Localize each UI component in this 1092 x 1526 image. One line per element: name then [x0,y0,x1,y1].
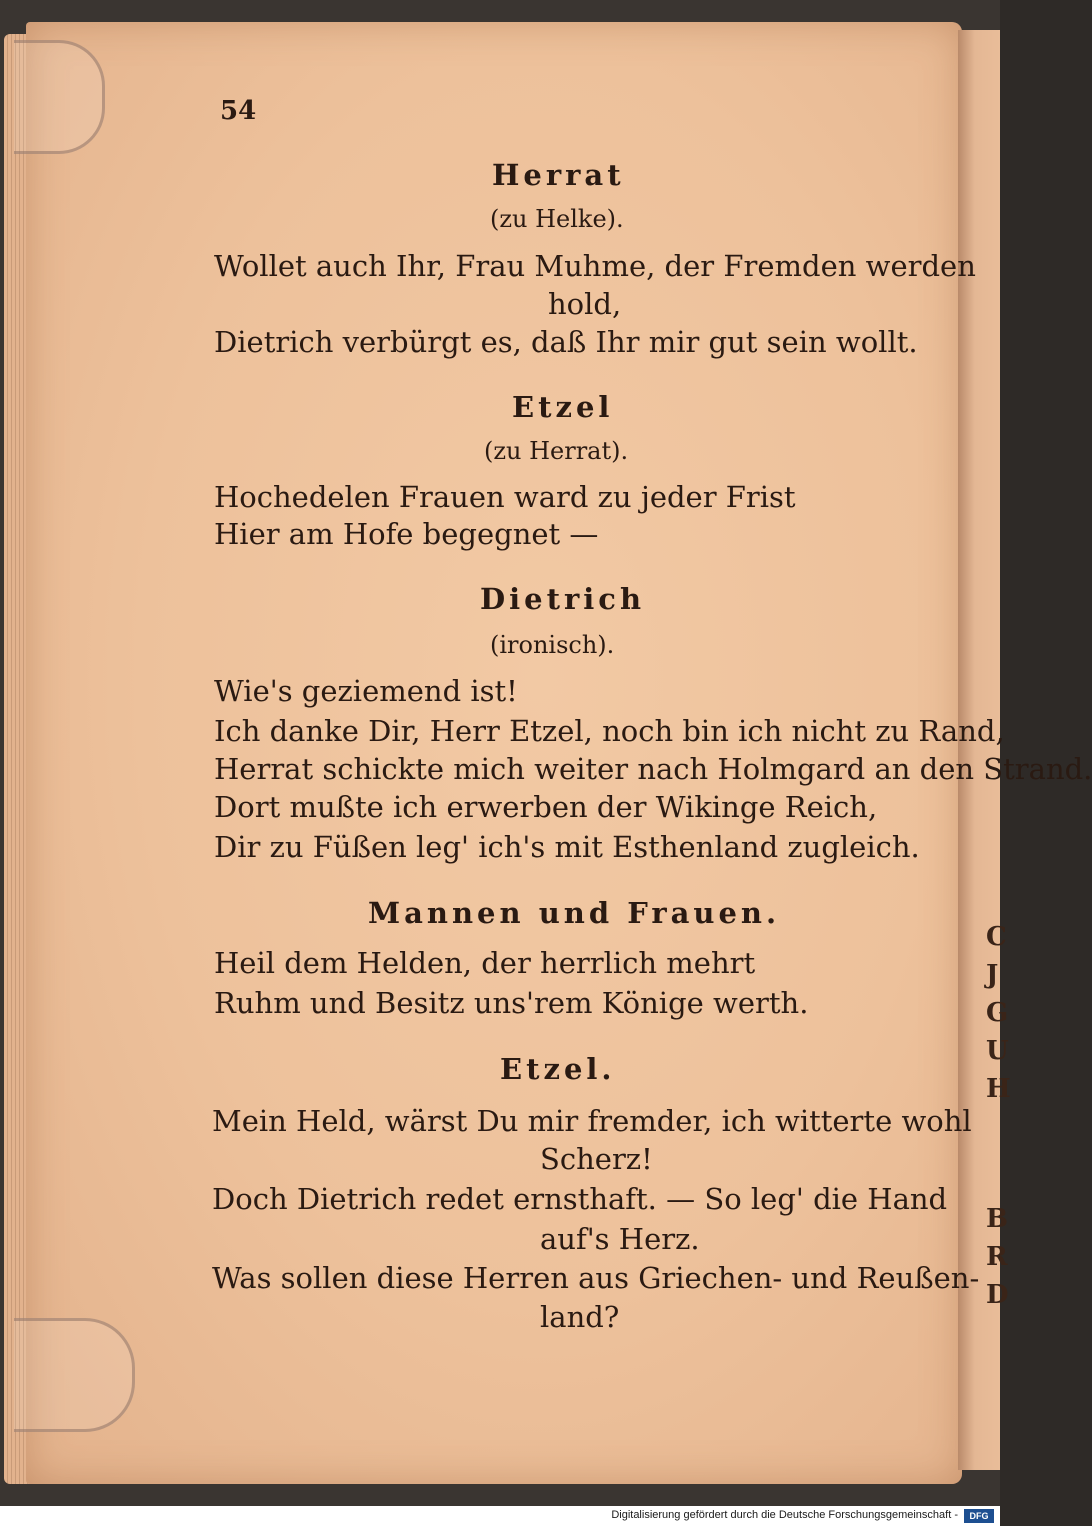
fragment: B [986,1204,1008,1234]
verse-line: Herrat schickte mich weiter nach Holmgard an den Strand. [214,752,1092,786]
dfg-logo: DFG [964,1509,994,1523]
verse-line: Heil dem Helden, der herrlich mehrt [214,946,756,980]
verse-line: Wie's geziemend ist! [214,674,518,708]
verse-line: Hier am Hofe begegnet — [214,517,599,551]
speaker-name: Dietrich [480,582,646,616]
verse-line: Hochedelen Frauen ward zu jeder Frist [214,480,796,514]
speaker-name: Etzel [512,390,614,424]
verse-line: Mein Held, wärst Du mir fremder, ich witterte wohl [212,1104,972,1138]
funding-notice: Digitalisierung gefördert durch die Deutsche Forschungsgemeinschaft - [611,1509,958,1521]
fragment: U [986,1036,1009,1066]
footer-bar [0,1506,1000,1526]
verse-line: Doch Dietrich redet ernsthaft. — So leg' die Hand [212,1182,948,1216]
verse-line: Was sollen diese Herren aus Griechen- und Reußen- [212,1261,980,1295]
verse-line: land? [540,1300,620,1334]
fragment: C [986,922,1007,952]
verse-line: Scherz! [540,1142,653,1176]
fragment: J [986,960,999,990]
speaker-name: Mannen und Frauen. [368,896,781,930]
page-number: 54 [220,96,257,126]
verse-line: Ruhm und Besitz uns'rem Könige werth. [214,986,809,1020]
verse-line: hold, [548,287,622,321]
verse-line: Dort mußte ich erwerben der Wikinge Reich, [214,790,878,824]
verse-line: Dir zu Füßen leg' ich's mit Esthenland zugleich. [214,830,920,864]
speaker-name: Herrat [492,158,625,192]
stage-direction: (ironisch). [490,631,615,659]
verse-line: auf's Herz. [540,1222,700,1256]
stage-direction: (zu Herrat). [484,437,629,465]
fragment: D [986,1280,1009,1310]
fragment: R [986,1242,1008,1272]
fragment: H [986,1074,1011,1104]
speaker-name: Etzel. [500,1052,616,1086]
stage-direction: (zu Helke). [490,205,624,233]
verse-line: Dietrich verbürgt es, daß Ihr mir gut sein wollt. [214,325,918,359]
verse-line: Ich danke Dir, Herr Etzel, noch bin ich nicht zu Rand, [214,714,1005,748]
fragment: G [986,998,1009,1028]
verse-line: Wollet auch Ihr, Frau Muhme, der Fremden werden [214,249,976,283]
